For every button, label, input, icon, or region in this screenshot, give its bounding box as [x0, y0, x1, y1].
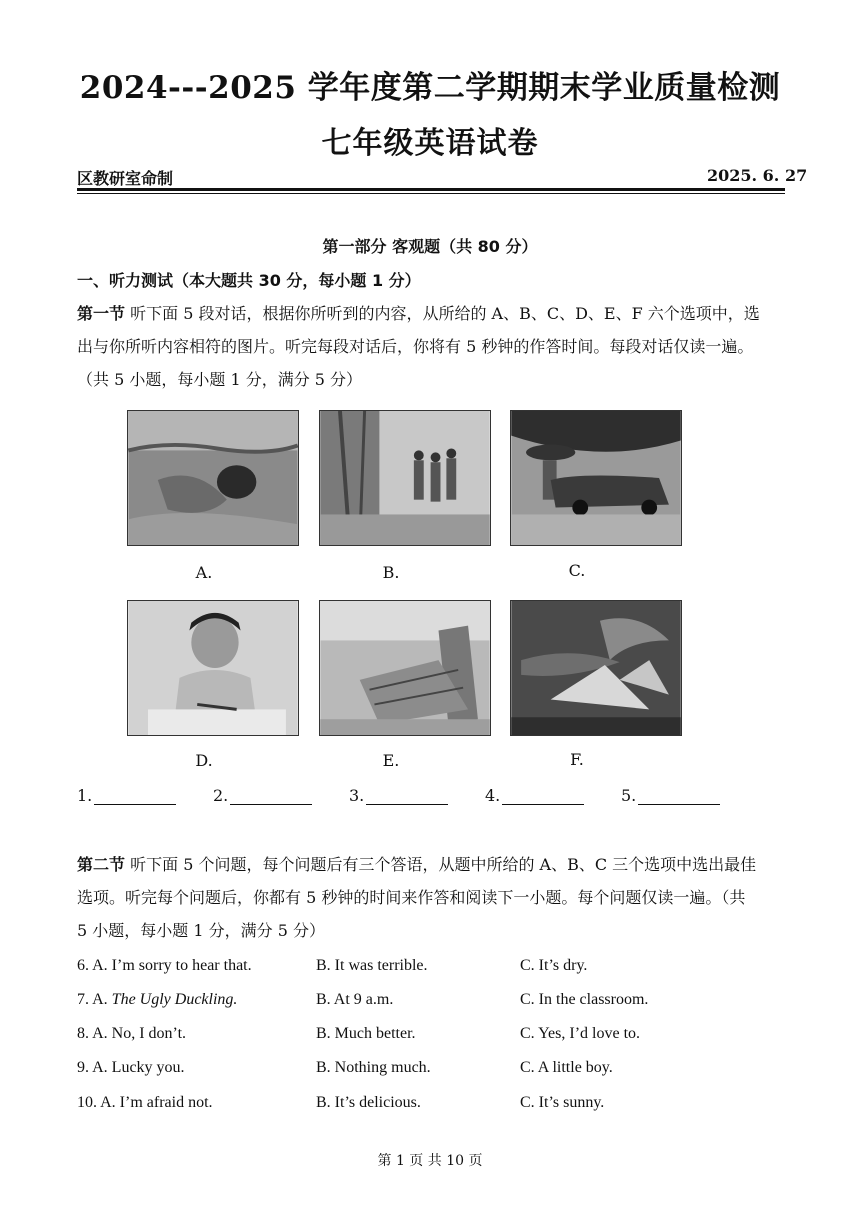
exam-subtitle: 七年级英语试卷	[321, 126, 539, 161]
sub2-instructions	[77, 848, 787, 947]
answer-blank-4[interactable]	[485, 786, 584, 805]
exam-title: 2024---2025 学年度第二学期期末学业质量检测	[79, 70, 781, 106]
issuer: 区教研室命制	[77, 169, 174, 188]
sub1-instructions	[77, 297, 787, 396]
question-7-prefix: 7. A.	[77, 991, 112, 1008]
question-10-option-c: C. It’s sunny.	[520, 1094, 605, 1111]
picture-label-b: B.	[382, 563, 400, 582]
picture-label-a: A.	[195, 563, 213, 582]
exam-date: 2025. 6. 27	[707, 166, 808, 185]
question-7-option-c: C. In the classroom.	[520, 991, 649, 1008]
question-9-option-c: C. A little boy.	[520, 1059, 613, 1076]
question-8-option-c: C. Yes, I’d love to.	[520, 1025, 641, 1042]
listening-section-heading: 一、听力测试（本大题共 30 分，每小题 1 分）	[77, 271, 421, 290]
beach-chair-photo	[319, 600, 491, 736]
question-9-option-a: 9. A. Lucky you.	[77, 1059, 185, 1076]
answer-number: 3.	[349, 786, 365, 805]
boy-writing-photo	[127, 600, 299, 736]
question-6-option-b: B. It was terrible.	[316, 957, 428, 974]
rainy-car-photo	[510, 410, 682, 546]
swimmer-photo	[127, 410, 299, 546]
sub2-line3: 5 小题，每小题 1 分，满分 5 分）	[77, 921, 325, 940]
sub1-label: 第一节	[77, 304, 126, 323]
sub1-line2: 出与你所听内容相符的图片。听完每段对话后，你将有 5 秒钟的作答时间。每段对话仅读一遍。	[77, 337, 754, 356]
sub2-line1: 听下面 5 个问题，每个问题后有三个答语，从题中所给的 A、B、C 三个选项中选出最佳	[125, 855, 757, 874]
sub2-label: 第二节	[77, 855, 126, 874]
question-7-option-a	[77, 991, 237, 1009]
question-7-option-b: B. At 9 a.m.	[316, 991, 394, 1008]
picture-label-f: F.	[570, 750, 584, 769]
page-number: 第 1 页 共 10 页	[377, 1153, 483, 1169]
zongzi-photo	[510, 600, 682, 736]
picture-label-c: C.	[568, 561, 586, 580]
question-6-option-c: C. It’s dry.	[520, 957, 588, 974]
answer-number: 1.	[77, 786, 93, 805]
answer-number: 2.	[213, 786, 229, 805]
answer-blank-3[interactable]	[349, 786, 448, 805]
runners-photo	[319, 410, 491, 546]
header-rule-thin	[77, 193, 785, 194]
answer-number: 5.	[621, 786, 637, 805]
sub2-line2: 选项。听完每个问题后，你都有 5 秒钟的时间来作答和阅读下一小题。每个问题仅读一遍。（共	[77, 888, 746, 907]
question-9-option-b: B. Nothing much.	[316, 1059, 431, 1076]
picture-label-e: E.	[382, 751, 400, 770]
sub1-line1: 听下面 5 段对话，根据你所听到的内容，从所给的 A、B、C、D、E、F 六个选项中，选	[125, 304, 760, 323]
question-10-option-b: B. It’s delicious.	[316, 1094, 421, 1111]
question-6-option-a: 6. A. I’m sorry to hear that.	[77, 957, 252, 974]
sub1-line3: （共 5 小题，每小题 1 分，满分 5 分）	[77, 370, 363, 389]
question-8-option-a: 8. A. No, I don’t.	[77, 1025, 187, 1042]
part1-heading: 第一部分 客观题（共 80 分）	[322, 237, 538, 256]
header-rule-thick	[77, 188, 785, 191]
answer-blank-1[interactable]	[77, 786, 176, 805]
book-title: The Ugly Duckling.	[111, 991, 238, 1008]
picture-label-d: D.	[195, 751, 213, 770]
answer-blank-2[interactable]	[213, 786, 312, 805]
answer-number: 4.	[485, 786, 501, 805]
question-10-option-a: 10. A. I’m afraid not.	[77, 1094, 213, 1111]
question-8-option-b: B. Much better.	[316, 1025, 416, 1042]
answer-blank-5[interactable]	[621, 786, 720, 805]
